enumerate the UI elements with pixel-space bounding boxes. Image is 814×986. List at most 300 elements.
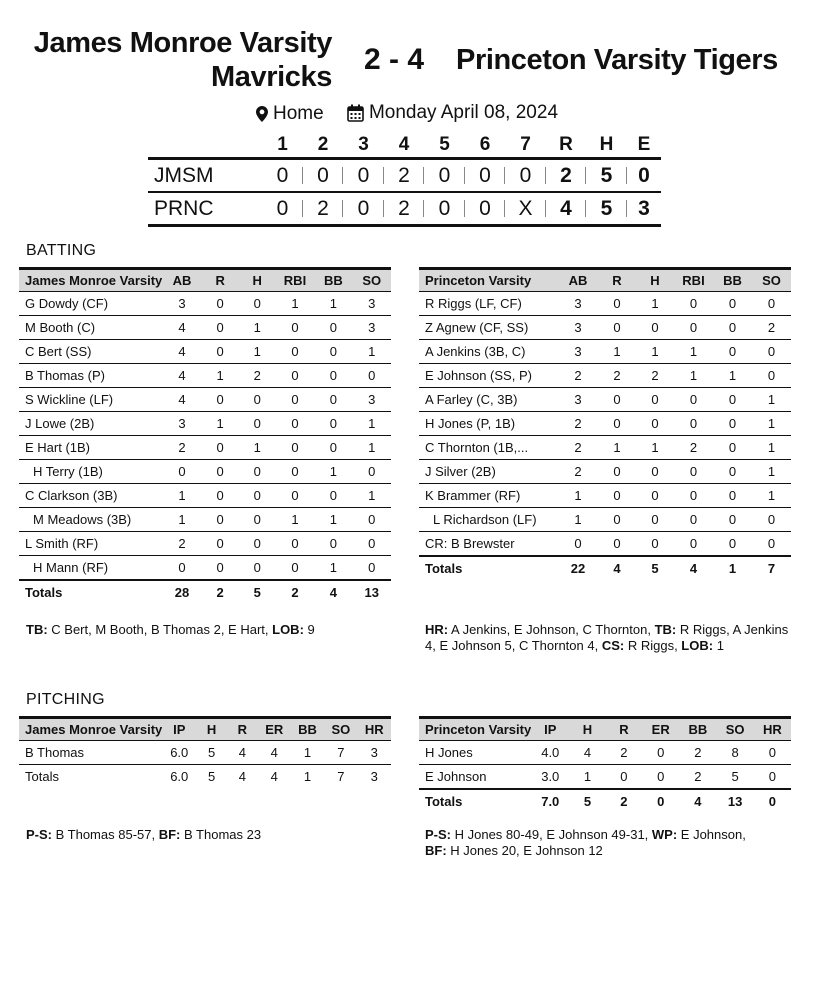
player-row — [419, 741, 791, 765]
total-value: 28 — [162, 580, 201, 604]
player-row — [19, 556, 391, 581]
note-text: R Riggs, — [624, 638, 682, 653]
stat-value: 4 — [162, 388, 201, 412]
stat-value: 1 — [353, 412, 391, 436]
stat-value: 0 — [314, 412, 352, 436]
stat-value: 0 — [598, 484, 636, 508]
stat-value: 1 — [239, 316, 276, 340]
stat-value: 1 — [353, 484, 391, 508]
stat-value: 2 — [558, 412, 598, 436]
player-name: J Silver (2B) — [419, 460, 558, 484]
hits-header: H — [599, 134, 614, 155]
stat-value: 3 — [358, 741, 391, 765]
hits-total: 5 — [586, 159, 627, 193]
note-label: CS: — [601, 638, 625, 653]
stat-value: 1 — [276, 292, 314, 316]
stat-value: 0 — [713, 316, 752, 340]
stat-value: 1 — [752, 388, 791, 412]
stat-value: 1 — [276, 508, 314, 532]
player-row — [419, 412, 791, 436]
stat-value: 0 — [353, 460, 391, 484]
stat-value: 0 — [353, 508, 391, 532]
note-label: TB: — [654, 622, 677, 637]
stat-value: 0 — [202, 292, 239, 316]
stat-value: 1 — [598, 436, 636, 460]
player-name: L Richardson (LF) — [419, 508, 558, 532]
batting-section-title: BATTING — [26, 242, 97, 259]
stat-value: 0 — [239, 556, 276, 581]
stat-value: 2 — [558, 436, 598, 460]
stat-value: 2 — [239, 364, 276, 388]
totals-row — [419, 556, 791, 580]
stat-value: 0 — [239, 460, 276, 484]
home-team-name: Princeton Varsity Tigers — [456, 44, 778, 76]
stat-value: 7 — [324, 741, 357, 765]
stat-value: 0 — [314, 316, 352, 340]
stat-value: 0 — [202, 388, 239, 412]
stat-value: 0 — [202, 556, 239, 581]
stat-value: 1 — [314, 556, 352, 581]
note-text: A Jenkins, E Johnson, C Thornton, — [448, 622, 655, 637]
total-value: 4 — [679, 789, 716, 813]
player-row — [19, 508, 391, 532]
total-value: 13 — [716, 789, 753, 813]
stat-value: 8 — [716, 741, 753, 765]
stat-value: 0 — [713, 508, 752, 532]
stat-value: 0 — [636, 532, 674, 557]
stat-value: 6.0 — [162, 741, 196, 765]
stat-column-header: BB — [291, 718, 324, 741]
stat-value: 3 — [558, 340, 598, 364]
stat-column-header: R — [202, 269, 239, 292]
player-name: B Thomas (P) — [19, 364, 162, 388]
stat-value: 0 — [598, 460, 636, 484]
player-name: M Meadows (3B) — [19, 508, 162, 532]
stat-value: 2 — [674, 436, 713, 460]
stat-column-header: BB — [314, 269, 352, 292]
stat-column-header: AB — [162, 269, 201, 292]
stat-column-header: ER — [642, 718, 679, 741]
player-name: C Thornton (1B,... — [419, 436, 558, 460]
line-score-row-away — [148, 159, 661, 193]
stat-value: 0 — [202, 340, 239, 364]
stat-value: 1 — [752, 412, 791, 436]
stat-value: 0 — [754, 765, 791, 790]
stat-value: 1 — [162, 508, 201, 532]
stat-column-header: SO — [752, 269, 791, 292]
stat-value: 0 — [276, 340, 314, 364]
stat-value: 4 — [162, 364, 201, 388]
player-row — [419, 364, 791, 388]
stat-value: 0 — [636, 484, 674, 508]
stat-value: 1 — [636, 292, 674, 316]
batting-table-home — [419, 267, 791, 580]
player-row — [419, 388, 791, 412]
batting-table-away — [19, 267, 391, 604]
pitching-header-row — [19, 718, 391, 741]
pitching-section-title: PITCHING — [26, 691, 105, 708]
game-header — [0, 0, 814, 100]
player-row — [19, 436, 391, 460]
errors-total: 0 — [627, 159, 661, 193]
note-text: 1 — [713, 638, 724, 653]
stat-value: 0 — [202, 460, 239, 484]
pitching-header-row — [419, 718, 791, 741]
stat-value: 1 — [752, 460, 791, 484]
total-value: 7.0 — [531, 789, 569, 813]
stat-value: 1 — [353, 340, 391, 364]
player-row — [419, 436, 791, 460]
stat-value: 1 — [314, 460, 352, 484]
stat-value: 0 — [642, 741, 679, 765]
stat-value: 1 — [636, 340, 674, 364]
stat-column-header: H — [239, 269, 276, 292]
errors-total: 3 — [627, 192, 661, 226]
stat-value: 3 — [162, 412, 201, 436]
line-score-table — [148, 133, 661, 227]
stat-value: 0 — [674, 508, 713, 532]
player-name: E Johnson (SS, P) — [419, 364, 558, 388]
inning-score: 0 — [465, 192, 505, 226]
player-name: S Wickline (LF) — [19, 388, 162, 412]
stat-value: 0 — [162, 556, 201, 581]
player-name: H Jones — [419, 741, 531, 765]
inning-score: 0 — [343, 159, 384, 193]
inning-score: 0 — [303, 159, 343, 193]
stat-value: 0 — [598, 388, 636, 412]
player-name: G Dowdy (CF) — [19, 292, 162, 316]
player-row — [419, 292, 791, 316]
stat-value: 0 — [713, 292, 752, 316]
inning-score: 2 — [384, 159, 424, 193]
player-row — [19, 532, 391, 556]
player-name: R Riggs (LF, CF) — [419, 292, 558, 316]
player-row — [419, 508, 791, 532]
stat-value: 1 — [314, 508, 352, 532]
stat-value: 0 — [276, 388, 314, 412]
stat-value: 0 — [713, 460, 752, 484]
player-name: Totals — [25, 769, 59, 784]
player-name: A Farley (C, 3B) — [419, 388, 558, 412]
stat-value: 0 — [674, 412, 713, 436]
stat-value: 0 — [713, 532, 752, 557]
player-row — [419, 484, 791, 508]
stat-value: 4.0 — [531, 741, 569, 765]
stat-value: 0 — [674, 532, 713, 557]
stat-value: 0 — [752, 532, 791, 557]
inning-score: 2 — [384, 192, 424, 226]
stat-value: 1 — [752, 484, 791, 508]
note-label: TB: — [26, 622, 48, 637]
stat-value: 0 — [674, 388, 713, 412]
player-row — [19, 412, 391, 436]
player-row — [19, 765, 391, 789]
total-value: 2 — [606, 789, 642, 813]
stat-value: 4 — [258, 741, 291, 765]
stat-value: 0 — [752, 340, 791, 364]
stat-value: 1 — [303, 769, 312, 784]
stat-value: 5 — [196, 741, 227, 765]
stat-value: 3 — [370, 769, 378, 784]
stat-column-header: RBI — [276, 269, 314, 292]
stat-value: 0 — [202, 532, 239, 556]
note-text: R Riggs, A Jenkins 4, E Johnson 5, C Thornton 4, — [425, 622, 792, 653]
stat-value: 0 — [202, 508, 239, 532]
player-row — [419, 460, 791, 484]
inning-score: 0 — [424, 159, 465, 193]
stat-value: 1 — [202, 412, 239, 436]
stat-value: 2 — [162, 532, 201, 556]
stat-value: 3 — [162, 292, 201, 316]
stat-value: 0 — [239, 508, 276, 532]
player-row — [419, 316, 791, 340]
stat-value: 4 — [270, 769, 278, 784]
player-name: A Jenkins (3B, C) — [419, 340, 558, 364]
inning-header: 6 — [479, 134, 491, 155]
stat-value: 0 — [353, 364, 391, 388]
total-value: 1 — [713, 556, 752, 580]
stat-column-header: R — [227, 718, 258, 741]
inning-score: 0 — [262, 159, 303, 193]
note-label: BF: — [158, 827, 181, 842]
player-row — [19, 460, 391, 484]
player-name: H Jones (P, 1B) — [419, 412, 558, 436]
inning-score: 0 — [343, 192, 384, 226]
stat-value: 0 — [202, 484, 239, 508]
stat-value: 0 — [276, 316, 314, 340]
stat-value: 1 — [291, 741, 324, 765]
note-text: C Bert, M Booth, B Thomas 2, E Hart, — [47, 622, 273, 637]
stat-value: 0 — [598, 292, 636, 316]
total-value: 13 — [353, 580, 391, 604]
total-value: 2 — [202, 580, 239, 604]
location-label: Home — [272, 103, 324, 124]
inning-header: 4 — [398, 134, 410, 155]
totals-label: Totals — [19, 580, 162, 604]
totals-row — [19, 580, 391, 604]
player-row — [19, 340, 391, 364]
stat-value: 2 — [752, 316, 791, 340]
final-score: 2 - 4 — [363, 43, 425, 76]
total-value: 2 — [276, 580, 314, 604]
stat-value: 1 — [558, 484, 598, 508]
stat-value: 4 — [238, 769, 246, 784]
pitching-table-away — [19, 716, 391, 788]
player-name: C Clarkson (3B) — [19, 484, 162, 508]
stat-column-header: HR — [358, 718, 391, 741]
runs-header: R — [559, 134, 573, 155]
inning-score: 0 — [505, 159, 546, 193]
stat-value: 0 — [353, 556, 391, 581]
calendar-icon — [347, 104, 364, 122]
stat-value: 1 — [239, 436, 276, 460]
stat-value: 1 — [353, 436, 391, 460]
stat-value: 3 — [558, 292, 598, 316]
stat-value: 0 — [558, 532, 598, 557]
stat-value: 2 — [162, 436, 201, 460]
hits-total: 5 — [586, 192, 627, 226]
stat-value: 4 — [162, 316, 201, 340]
stat-value: 2 — [679, 741, 716, 765]
stat-column-header: SO — [353, 269, 391, 292]
total-value: 22 — [558, 556, 598, 580]
stat-value: 0 — [276, 484, 314, 508]
player-row — [19, 741, 391, 765]
player-name: M Booth (C) — [19, 316, 162, 340]
stat-value: 7 — [337, 769, 345, 784]
stat-value: 2 — [558, 364, 598, 388]
inning-score: 0 — [424, 192, 465, 226]
total-value: 4 — [314, 580, 352, 604]
batting-notes-home — [425, 622, 793, 654]
stat-value: 0 — [353, 532, 391, 556]
totals-label: Totals — [419, 556, 558, 580]
stat-value: 0 — [202, 316, 239, 340]
note-label: BF: — [425, 843, 447, 858]
stat-value: 0 — [674, 316, 713, 340]
stat-column-header: RBI — [674, 269, 713, 292]
stat-value: 2 — [606, 741, 642, 765]
stat-column-header: SO — [716, 718, 753, 741]
note-text: B Thomas 23 — [180, 827, 262, 842]
totals-label: Totals — [419, 789, 531, 813]
inning-header: 2 — [317, 134, 329, 155]
player-name: E Johnson — [419, 765, 531, 790]
team-abbr: JMSM — [148, 159, 262, 193]
stat-column-header: R — [598, 269, 636, 292]
player-name: J Lowe (2B) — [19, 412, 162, 436]
stat-value: 0 — [162, 460, 201, 484]
stat-value: 0 — [314, 532, 352, 556]
stat-value: 0 — [239, 292, 276, 316]
stat-value: 4 — [162, 340, 201, 364]
stat-value: 0 — [713, 412, 752, 436]
stat-value: 0 — [276, 556, 314, 581]
stat-value: 0 — [276, 412, 314, 436]
header-blank — [148, 133, 262, 159]
stat-value: 0 — [239, 484, 276, 508]
runs-total: 4 — [546, 192, 586, 226]
stat-value: 0 — [314, 484, 352, 508]
player-name: B Thomas — [19, 741, 162, 765]
stat-value: 0 — [202, 436, 239, 460]
stat-value: 0 — [276, 364, 314, 388]
total-value: 5 — [636, 556, 674, 580]
note-label: P-S: — [26, 827, 52, 842]
stat-column-header: BB — [679, 718, 716, 741]
note-text: 9 — [303, 622, 315, 637]
stat-value: 1 — [636, 436, 674, 460]
stat-value: 0 — [713, 436, 752, 460]
stat-value: 3 — [353, 292, 391, 316]
stat-column-header: BB — [713, 269, 752, 292]
player-row — [19, 364, 391, 388]
team-abbr: PRNC — [148, 192, 262, 226]
stat-value: 0 — [314, 340, 352, 364]
stat-value: 0 — [276, 460, 314, 484]
player-name: CR: B Brewster — [419, 532, 558, 557]
player-name: Z Agnew (CF, SS) — [419, 316, 558, 340]
note-text: E Johnson, — [677, 827, 750, 842]
stat-value: 0 — [314, 364, 352, 388]
stat-value: 0 — [752, 508, 791, 532]
total-value: 5 — [569, 789, 605, 813]
inning-score: X — [505, 192, 546, 226]
stat-value: 1 — [239, 340, 276, 364]
stat-column-header: R — [606, 718, 642, 741]
stat-value: 0 — [752, 292, 791, 316]
stat-value: 3.0 — [531, 765, 569, 790]
stat-value: 0 — [636, 412, 674, 436]
stat-value: 0 — [636, 508, 674, 532]
away-team-name: James Monroe Varsity Mavricks — [33, 27, 332, 93]
stat-value: 0 — [314, 436, 352, 460]
total-value: 5 — [239, 580, 276, 604]
stat-value: 0 — [598, 508, 636, 532]
game-meta — [0, 100, 814, 126]
note-label: P-S: — [425, 827, 451, 842]
pitching-table-home — [419, 716, 791, 813]
line-score-row-home — [148, 192, 661, 226]
team-column-header: Princeton Varsity — [419, 269, 558, 292]
team-column-header: Princeton Varsity — [419, 718, 531, 741]
stat-value: 0 — [713, 388, 752, 412]
player-name: H Terry (1B) — [19, 460, 162, 484]
map-pin-icon — [256, 106, 268, 122]
stat-column-header: IP — [531, 718, 569, 741]
stat-column-header: H — [636, 269, 674, 292]
player-row — [419, 765, 791, 790]
stat-value: 1 — [314, 292, 352, 316]
player-name: L Smith (RF) — [19, 532, 162, 556]
inning-header: 7 — [520, 134, 531, 155]
stat-column-header: IP — [162, 718, 196, 741]
stat-column-header: H — [196, 718, 227, 741]
player-row — [19, 484, 391, 508]
note-label: WP: — [651, 827, 678, 842]
stat-value: 0 — [642, 765, 679, 790]
total-value: 7 — [752, 556, 791, 580]
total-value: 4 — [674, 556, 713, 580]
stat-value: 0 — [674, 484, 713, 508]
player-row — [19, 388, 391, 412]
total-value: 0 — [754, 789, 791, 813]
stat-column-header: ER — [258, 718, 291, 741]
errors-header: E — [637, 134, 651, 155]
batting-notes-away — [26, 622, 386, 638]
inning-header: 3 — [358, 134, 369, 155]
pitching-notes-away — [26, 827, 386, 843]
inning-score: 0 — [465, 159, 505, 193]
stat-value: 2 — [558, 460, 598, 484]
game-date — [347, 100, 558, 126]
batting-header-row — [419, 269, 791, 292]
inning-header: 5 — [439, 134, 450, 155]
line-score-header — [148, 133, 661, 159]
stat-value: 1 — [202, 364, 239, 388]
runs-total: 2 — [546, 159, 586, 193]
stat-value: 2 — [598, 364, 636, 388]
stat-value: 5 — [716, 765, 753, 790]
stat-value: 1 — [598, 340, 636, 364]
player-name: C Bert (SS) — [19, 340, 162, 364]
stat-value: 0 — [598, 532, 636, 557]
total-value: 4 — [598, 556, 636, 580]
player-row — [419, 340, 791, 364]
note-label: LOB: — [681, 638, 714, 653]
total-value: 0 — [642, 789, 679, 813]
stat-value: 2 — [679, 765, 716, 790]
